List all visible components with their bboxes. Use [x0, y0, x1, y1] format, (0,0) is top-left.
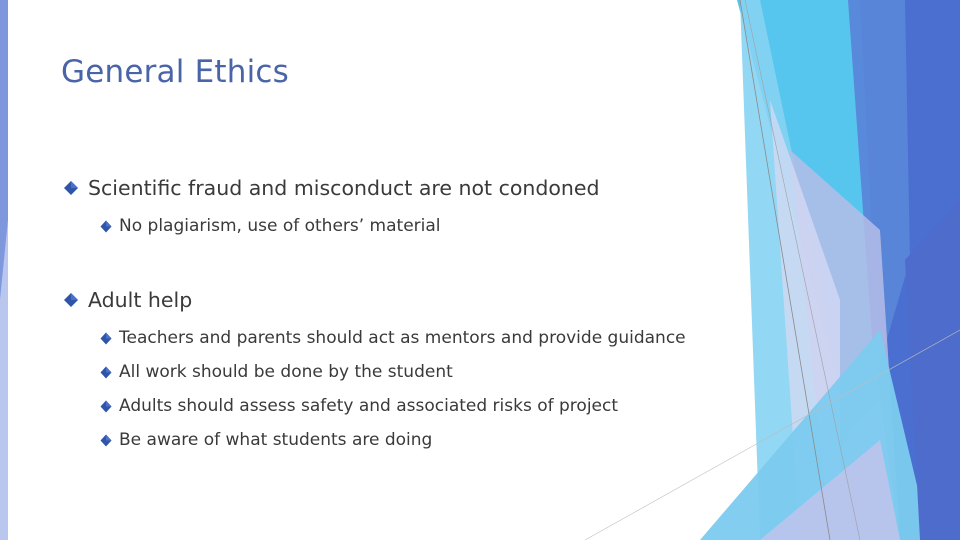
bullet-text: No plagiarism, use of others’ material [119, 216, 441, 236]
bullet-level2 [98, 362, 453, 382]
bullet-text: Teachers and parents should act as mentors and provide guidance [119, 328, 686, 348]
bullet-text: Scientific fraud and misconduct are not condoned [88, 176, 600, 200]
bullet-level2 [98, 396, 618, 416]
diamond-icon [98, 332, 114, 345]
diamond-icon [98, 434, 114, 447]
bullet-level1 [61, 176, 600, 200]
slide-title: General Ethics [61, 54, 290, 90]
bullet-text: Adult help [88, 288, 193, 312]
diamond-icon [61, 180, 81, 196]
bullet-level2 [98, 328, 686, 348]
bullet-text: Adults should assess safety and associated risks of project [119, 396, 619, 416]
bullet-text: All work should be done by the student [119, 362, 453, 382]
left-accent-strip [0, 0, 8, 540]
bullet-level1 [61, 288, 192, 312]
diamond-icon [61, 292, 81, 308]
diamond-icon [98, 220, 114, 233]
bullet-text: Be aware of what students are doing [119, 430, 433, 450]
bullet-level2 [98, 216, 441, 236]
diamond-icon [98, 366, 114, 379]
bullet-level2 [98, 430, 432, 450]
diamond-icon [98, 400, 114, 413]
